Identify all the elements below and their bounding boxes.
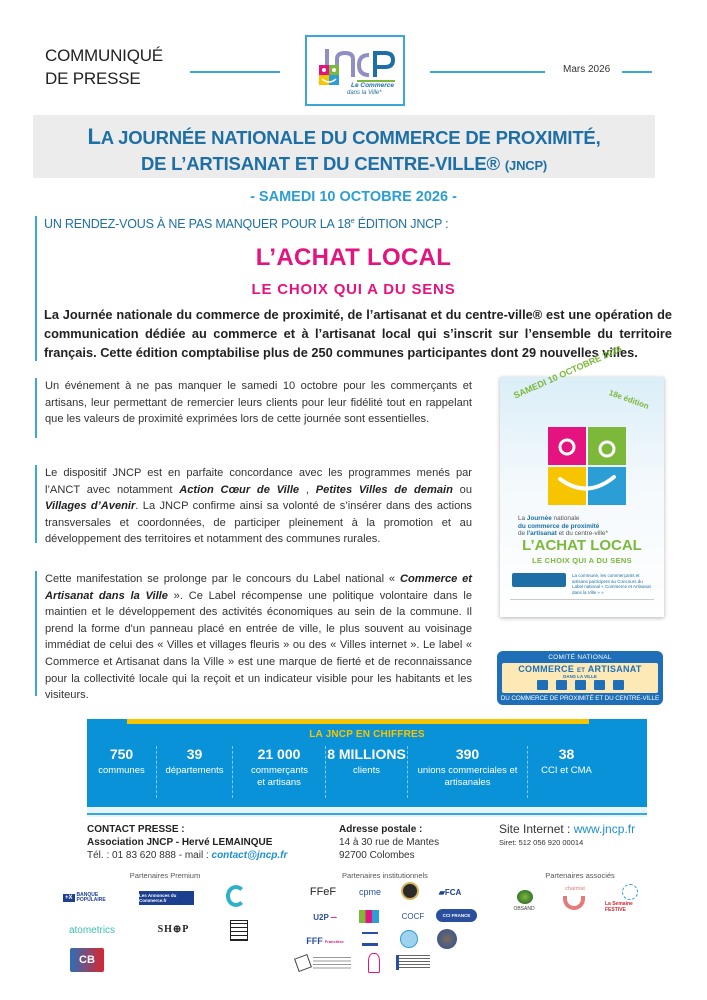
header-rule-right	[622, 71, 652, 73]
accent-bar-p1	[35, 378, 37, 438]
p2-sep: ,	[299, 483, 316, 496]
figure-label: unions commerciales et artisanales	[417, 765, 518, 788]
partner-logo-apvf	[368, 953, 380, 973]
partner-logo-cpme: cpme	[358, 887, 381, 897]
svg-text:dans la Ville*: dans la Ville*	[347, 90, 382, 96]
smiley-row-icon	[502, 680, 658, 690]
p3-text-end: ». Ce Label récompense une politique volontaire dans le maintien et le développement des activités économiques au sein de la commune. Il prend la forme d'un panneau placé en entrée de ville, le plus souvent au voisinage immédiat de celui des « Villes et villages fleuris » ou des « Villes internet ». Le label « Commerce et Artisanat dans la Ville » est une marque de fierté et de reconnaissance pour la collectivité locale qui la reçoit et un indicateur visible pour les habitants et les visiteurs.	[45, 589, 472, 702]
badge-main-b: ET	[576, 668, 586, 674]
partner-name: atometrics	[68, 924, 116, 936]
partner-name: CCI FRANCE	[442, 913, 471, 918]
partner-logo-banque-populaire: +X BANQUE POPULAIRE	[63, 890, 113, 906]
accent-bar-p3	[35, 571, 37, 696]
badge-main-a: COMMERCE	[518, 664, 577, 674]
partner-logo-fca: ▰FCA	[438, 887, 462, 897]
badge-sub-text: DANS LA VILLE	[563, 674, 597, 679]
edition-announcement	[44, 217, 448, 231]
figure-value: 39	[186, 746, 203, 762]
figure-value: 21 000	[257, 746, 301, 762]
figure-departements	[157, 746, 233, 798]
siret-number: Siret: 512 056 920 00014	[499, 838, 584, 847]
title-line1-text: A JOURNÉE NATIONALE DU COMMERCE DE PROXIMITÉ,	[100, 127, 601, 148]
partner-logo-fff: FFF Franchise	[306, 936, 344, 946]
intro-paragraph: La Journée nationale du commerce de proximité, de l’artisanat et du centre-ville® est une opération de communication dédiée au commerce et à l’artisanat local qui s’inscrit sur l’ensemble du territoire français. Cette édition comptabilise plus de 250 communes participantes dont 29 nouvelles villes.	[44, 307, 672, 360]
partner-logo-annonces-commerce	[139, 891, 194, 905]
poster-line1c: nationale	[551, 515, 580, 522]
p2-or: ou	[452, 483, 473, 496]
paragraph-event: Un événement à ne pas manquer le samedi 10 octobre pour les commerçants et artisans, leur permettant de remercier leurs clients pour leur fidélité tout en rappelant que les valeurs de proximité exprimées lors de cette journée sont essentielles.	[45, 380, 472, 426]
figure-value: 8 MILLIONS	[327, 746, 406, 762]
partner-logo-cb: CB	[70, 948, 104, 972]
paragraph-anct	[45, 465, 472, 548]
rdv-sup: e	[350, 217, 355, 225]
associated-partners-heading: Partenaires associés	[545, 871, 615, 880]
partner-logo-obsand	[517, 890, 533, 904]
poster-line3b: l'artisanat	[526, 530, 557, 537]
figure-commercants	[233, 746, 326, 798]
partner-logo-u2p: U2P ▬▬	[313, 912, 337, 922]
website-link[interactable]: www.jncp.fr	[573, 822, 636, 836]
title-line1	[33, 124, 655, 150]
theme-headline: L’ACHAT LOCAL	[255, 244, 452, 271]
partner-logo-shop-city: SH⊕P	[157, 923, 190, 935]
figures-title: LA JNCP EN CHIFFRES	[309, 729, 425, 740]
event-poster	[500, 343, 664, 617]
partner-logo-boutique	[230, 920, 248, 941]
partner-logo-ccf: COCF	[401, 911, 425, 921]
partner-logo-cci-france	[436, 909, 477, 922]
figures-panel	[87, 719, 647, 807]
site-label: Site Internet :	[499, 822, 574, 836]
partner-logo-blazon	[437, 929, 457, 949]
poster-line1b: Journée	[526, 515, 552, 522]
document-type	[45, 44, 163, 90]
partner-name: BANQUE POPULAIRE	[76, 892, 106, 903]
partner-logo-republique	[396, 955, 430, 970]
theme-subheadline: LE CHOIX QUI A DU SENS	[251, 281, 456, 298]
contact-phone: Tél. : 01 83 620 888 - mail :	[87, 850, 212, 861]
address-line1: 14 à 30 rue de Mantes	[339, 837, 440, 848]
publication-date: Mars 2026	[563, 64, 611, 75]
poster-partner-strip	[510, 599, 654, 607]
poster-headline: L’ACHAT LOCAL	[522, 537, 642, 554]
contact-email-link[interactable]: contact@jncp.fr	[211, 850, 288, 861]
contact-rule	[87, 813, 647, 815]
svg-text:Le Commerce: Le Commerce	[351, 82, 394, 89]
partner-logo-kit	[362, 932, 378, 946]
figure-label: commerçants et artisans	[251, 765, 309, 788]
badge-main-text	[502, 663, 658, 674]
partner-logo-blue-emblem	[400, 930, 418, 948]
title-line2	[33, 153, 655, 175]
badge-main-c: ARTISANAT	[585, 664, 642, 674]
poster-label-badge	[512, 573, 566, 587]
title-line2-text: DE L’ARTISANAT ET DU CENTRE-VILLE®	[140, 153, 505, 174]
postal-address	[339, 823, 439, 862]
poster-line2: du commerce de proximité	[518, 522, 600, 530]
partner-name: La Semaine FESTIVE	[605, 901, 633, 913]
jncp-logo	[305, 35, 405, 106]
rdv-text-end: ÉDITION JNCP :	[354, 217, 449, 231]
poster-description	[518, 515, 608, 538]
label-name: Commerce et Artisanat dans la Ville	[45, 573, 472, 602]
partner-logo-syndicat-antiquite	[294, 954, 312, 972]
partner-logo-emblem	[401, 882, 419, 900]
partner-name: Les Annonces du Commerce.fr	[139, 893, 177, 903]
address-line2: 92700 Colombes	[339, 850, 415, 861]
p3-text: Cette manifestation se prolonge par le concours du Label national «	[45, 573, 400, 585]
partner-name: charmat	[565, 886, 585, 892]
doc-type-line1: COMMUNIQUÉ	[45, 46, 163, 65]
press-contact	[87, 823, 287, 862]
partner-logo-syndicat-text	[313, 957, 351, 971]
p2-text: Le dispositif JNCP est en parfaite concordance avec les programmes menés par l’ANCT avec notamment	[45, 467, 472, 496]
title-dropcap: L	[87, 124, 101, 149]
title-acronym: (JNCP)	[504, 158, 548, 173]
rdv-text: UN RENDEZ-VOUS À NE PAS MANQUER POUR LA 18	[44, 217, 351, 231]
figure-value: 38	[558, 746, 575, 762]
poster-edition: 18e édition	[607, 388, 651, 411]
figure-value: 750	[109, 746, 134, 762]
partner-logo-charmat	[558, 885, 592, 893]
title-band	[33, 115, 655, 178]
figure-unions	[408, 746, 528, 798]
badge-panel	[502, 663, 658, 693]
partner-logo-charmat-arc	[563, 896, 585, 910]
doc-type-line2: DE PRESSE	[45, 69, 141, 88]
poster-line1a: La	[518, 515, 527, 522]
poster-line3a: de	[518, 530, 527, 537]
header-rule-mid	[430, 71, 545, 73]
partner-name: OBSAND	[513, 906, 535, 912]
program-action-coeur-de-ville: Action Cœur de Ville	[179, 483, 300, 496]
program-villages-avenir: Villages d’Avenir	[45, 500, 136, 513]
contact-heading: CONTACT PRESSE :	[87, 824, 185, 835]
partner-name-obsand	[508, 905, 540, 913]
accent-bar-p2	[35, 465, 37, 543]
address-heading: Adresse postale :	[339, 824, 423, 835]
poster-date: SAMEDI 10 OCTOBRE 2026	[511, 343, 624, 401]
poster-subheadline: LE CHOIX QUI A DU SENS	[532, 556, 632, 565]
figure-cci-cma	[528, 746, 647, 798]
badge-bottom-text: DU COMMERCE DE PROXIMITÉ ET DU CENTRE-VILLE	[500, 695, 660, 702]
paragraph-label	[45, 571, 472, 704]
figure-label: CCI et CMA	[541, 765, 592, 776]
partner-logo-ffef: FFeF	[309, 886, 337, 898]
figure-value: 390	[455, 746, 480, 762]
jncp-logo-graphic	[307, 37, 403, 104]
badge-top-text: COMITÉ NATIONAL	[548, 654, 612, 661]
label-badge	[497, 651, 663, 705]
partner-logo-semaine-festive	[605, 903, 655, 911]
contact-org: Association JNCP - Hervé LEMAINQUE	[87, 837, 273, 848]
p2-text-end: . La JNCP confirme ainsi sa volonté de s’insérer dans des actions transversales et coordonnées, de participer pleinement à la promotion et au développement des territoires et notamment des communes rurales.	[45, 500, 472, 546]
website	[499, 822, 635, 836]
event-date: - SAMEDI 10 OCTOBRE 2026 -	[250, 189, 457, 205]
premium-partners-heading: Partenaires Premium	[129, 871, 201, 880]
poster-line3c: et du centre-ville*	[556, 530, 608, 537]
partner-logo-festive-icon	[622, 884, 638, 900]
figure-communes	[87, 746, 157, 798]
figure-label: départements	[165, 765, 224, 776]
figures-yellow-bar	[127, 719, 589, 724]
figures-underlay	[87, 807, 647, 817]
partner-logo-centre-ville	[226, 885, 246, 907]
partner-logo-cdg	[359, 910, 379, 923]
figures-row	[87, 746, 647, 798]
program-petites-villes: Petites Villes de demain	[315, 483, 453, 496]
partner-logo-atometrics	[56, 924, 128, 936]
figure-label: communes	[98, 765, 145, 776]
header-rule-left	[190, 71, 280, 73]
figure-label: clients	[353, 765, 380, 776]
figure-clients	[326, 746, 408, 798]
institutional-partners-heading: Partenaires institutionnels	[342, 871, 428, 880]
smiley-cubes-icon	[548, 427, 626, 507]
poster-label-text: La commune, les commerçants et artisans participent au Concours du Label national « Commerce et Artisanat dans la Ville » »	[572, 573, 651, 595]
